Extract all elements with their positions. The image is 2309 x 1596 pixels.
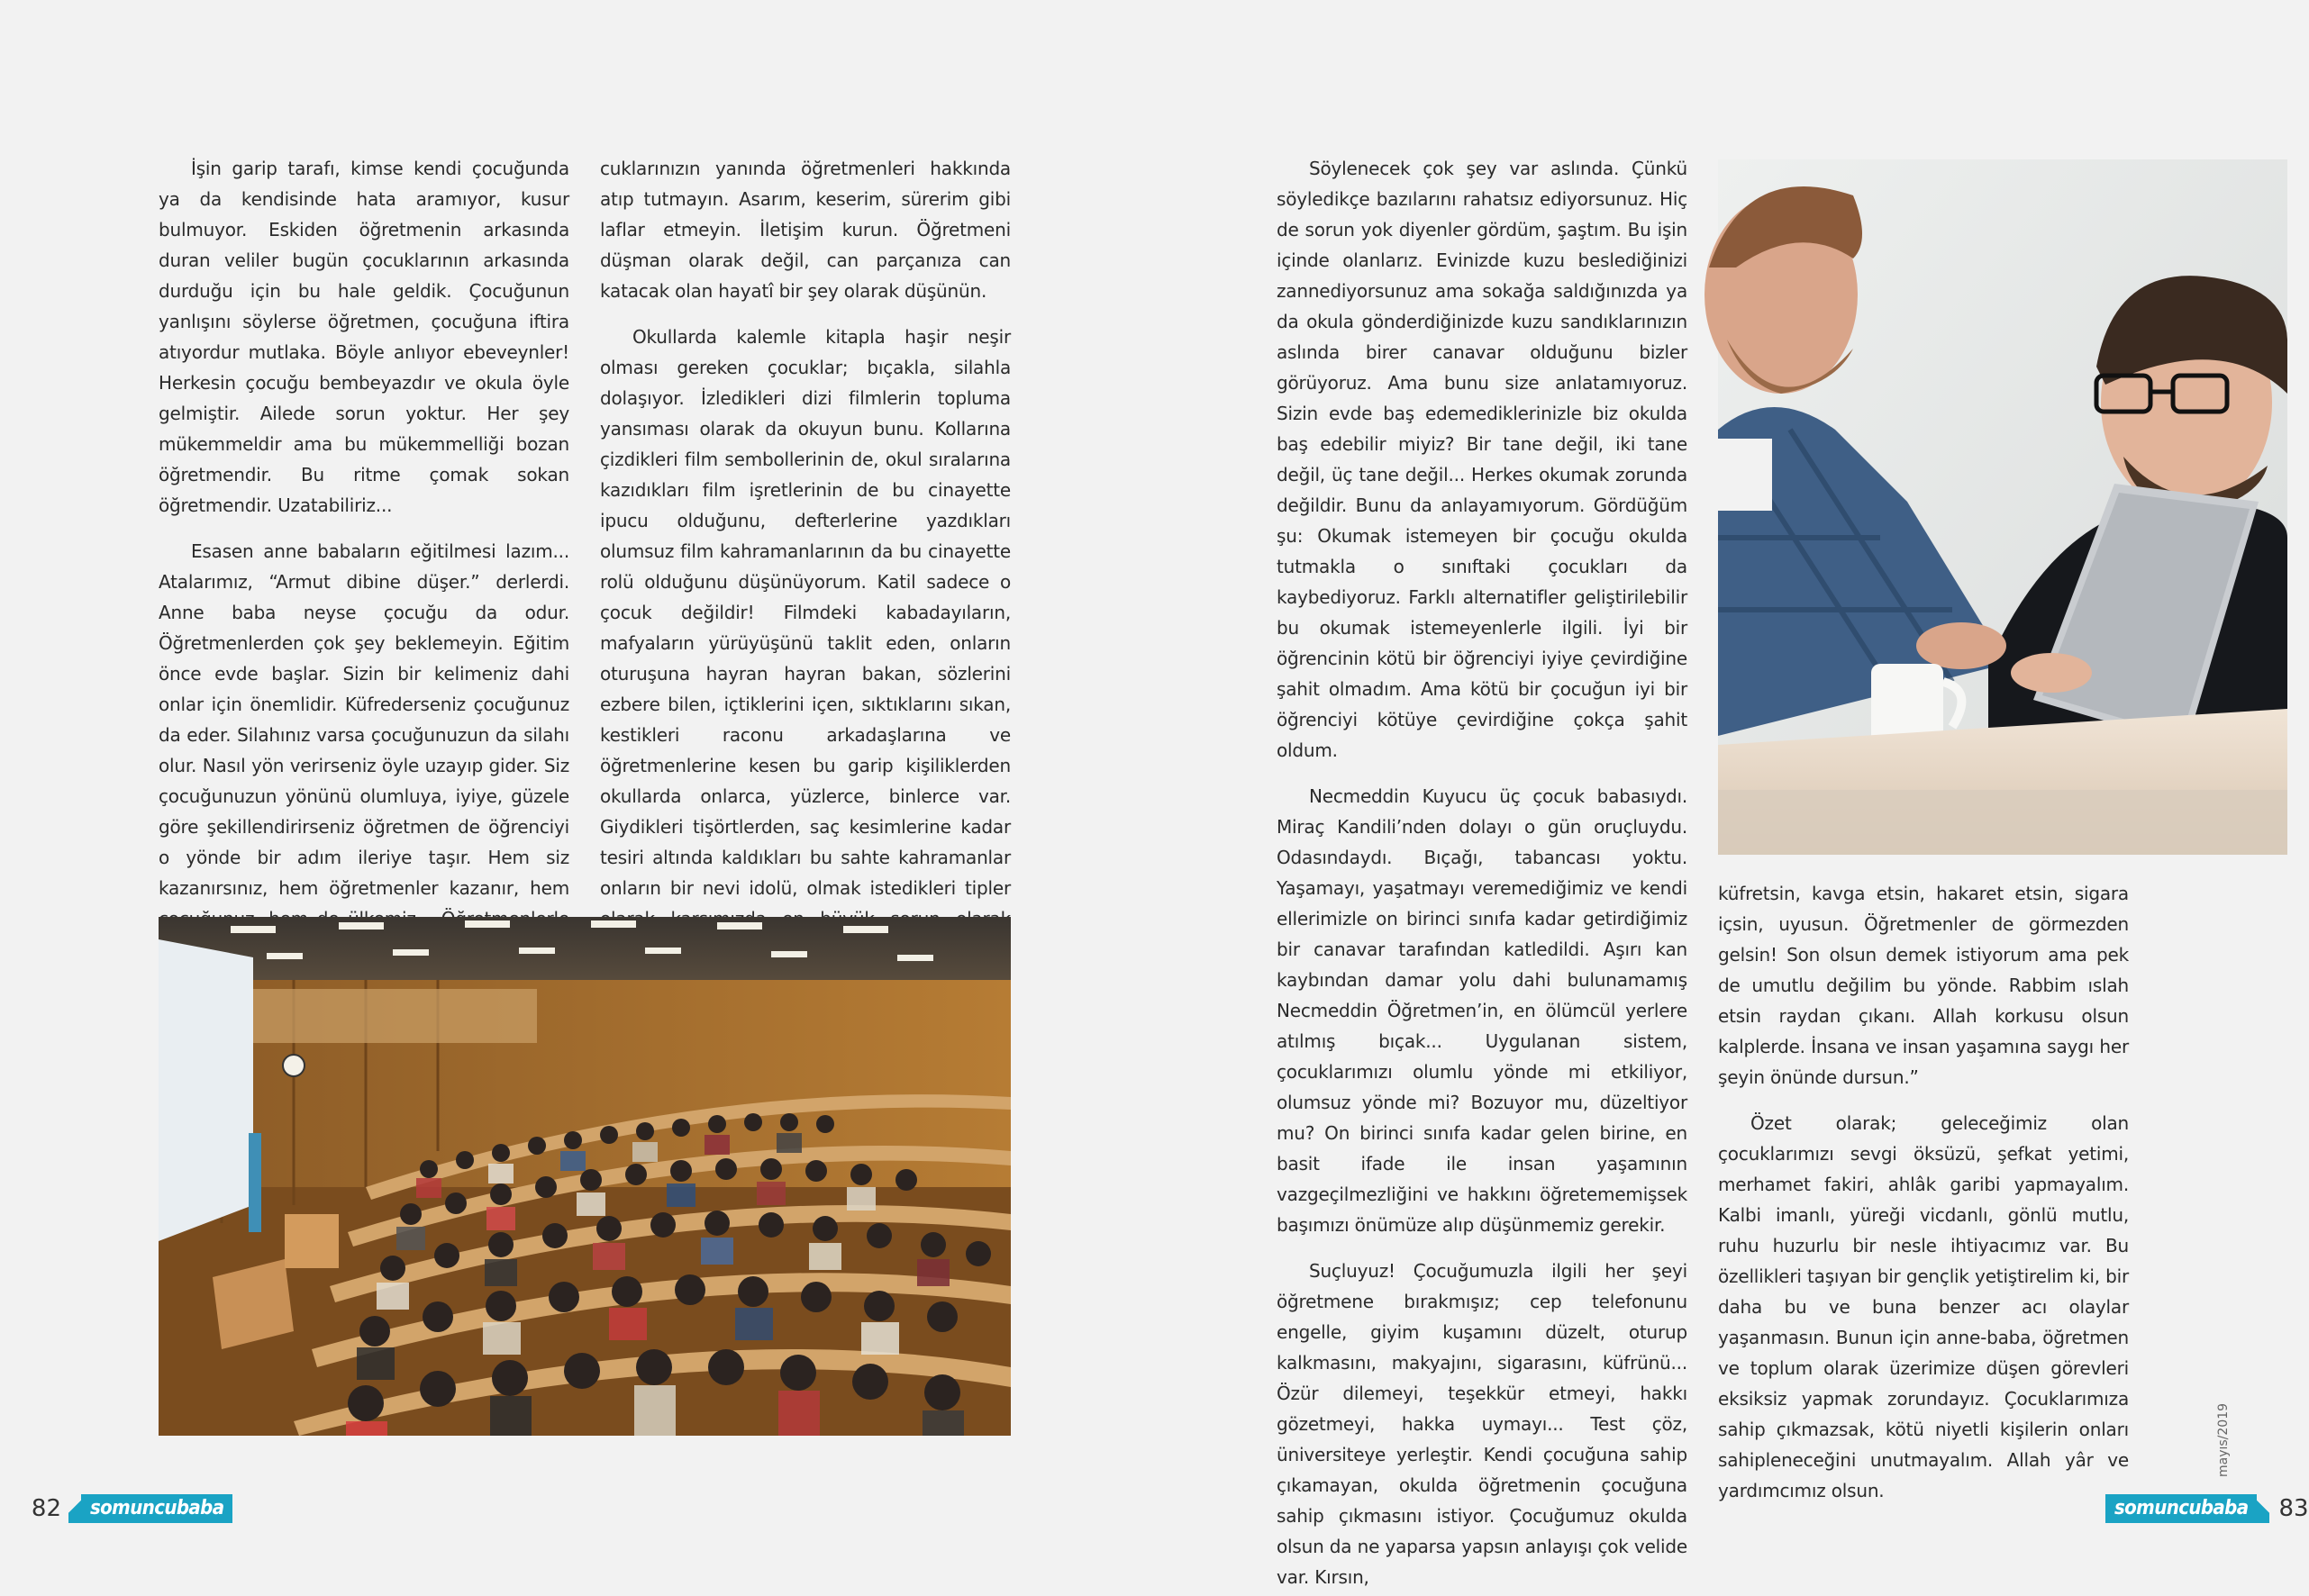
meeting-illustration — [1718, 159, 2287, 855]
paragraph: Suçluyuz! Çocuğumuzla ilgili her şeyi öğretmene bırakmışız; cep telefonunu engelle, giyim kuşamını düzelt, oturup kalkmasını, makyajını, sigarasını, küfrünü... Özür dilemeyi, teşekkür etmeyi, hakkı gözetmeyi, hakka uymayı... Test çöz, üniversiteye yerleştir. Kendi çocuğuna sahip çıkamayan, okulda öğretmenin çocuğuna sahip çıkmasını istiyor. Çocuğumuz okulda olsun da ne yaparsa yapsın anlayışı çok velide var. Kırsın, — [1277, 1260, 1687, 1588]
left-column-1 — [159, 153, 569, 965]
two-men-laptop-photo — [1718, 159, 2287, 855]
paragraph: İşin garip tarafı, kimse kendi çocuğunda ya da kendisinde hata aramıyor, kusur bulmuyor. Eskiden öğretmenin arkasında duran veliler bugün çocuklarının arkasında durduğu için bu hale geldik. Çocuğunun yanlışını söylerse öğretmen, çocuğuna iftira atıyordur mutlaka. Böyle anlıyor ebeveynler! Herkesin çocuğu bembeyazdır ve okula öyle gelmiştir. Ailede sorun yoktur. Her şey mükemmeldir ama bu mükemmelliği bozan öğretmendir. Bu ritme çomak sokan öğretmendir. Uzatabiliriz... — [159, 158, 569, 516]
paragraph: cuklarınızın yanında öğretmenleri hakkında atıp tutmayın. Asarım, keserim, sürerim gibi laflar etmeyin. İletişim kurun. Öğretmeni düşman olarak değil, can parçanıza can katacak olan hayatî bir şey olarak düşünün. — [600, 158, 1011, 302]
paragraph: Söylenecek çok şey var aslında. Çünkü söyledikçe bazılarını rahatsız ediyorsunuz. Hiç de sorun yok diyenler gördüm, şaştım. Bu işin içinde olanlarız. Evinizde kuzu beslediğinizi zannediyorsunuz ama sokağa saldığınızda ya da okula gönderdiğinizde kuzu sandıklarınızın aslında birer canavar olduğunu bizler görüyoruz. Ama bunu size anlatamıyoruz. Sizin evde baş edemediklerinizle biz okulda baş edebilir miyiz? Bir tane değil, iki tane değil, üç tane değil... Herkes okumak zorunda değildir. Bunu da anlayamıyorum. Gördüğüm şu: Okumak istemeyen bir çocuğu okulda tutmakla o sınıftaki çocukları da kaybediyoruz. Farklı alternatifler geliştirilebilir bu okumak istemeyenlerle ilgili. İyi bir öğrencinin kötü bir öğrenciyi iyiye çevirdiğine şahit olmadım. Ama kötü bir çocuğun iyi bir öğrenciyi kötüye çevirdiğine çokça şahit oldum. — [1277, 158, 1687, 761]
left-folio — [0, 1491, 232, 1527]
paragraph: Özet olarak; geleceğimiz olan çocuklarımızı sevgi öksüzü, şefkat yetimi, merhamet fakiri, ahlâk garibi yapmayalım. Kalbi imanlı, yüreği vicdanlı, gönlü mutlu, ruhu huzurlu bir nesle ihtiyacımız var. Bu özellikleri taşıyan bir gençlik yetiştirelim ki, bir daha bu ve buna benzer acı olaylar yaşanmasın. Bunun için anne-baba, öğretmen ve toplum olarak üzerimize düşen görevleri eksiksiz yapmak zorundayız. Çocuklarımıza sahip çıkmazsak, kötü niyetli kişilerin onları sahipleneceğini unutmayalım. Allah yâr ve yardımcımız olsun. — [1718, 1112, 2129, 1501]
paragraph: Necmeddin Kuyucu üç çocuk babasıydı. Miraç Kandili’nden dolayı o gün oruçluydu. Odasındaydı. Bıçağı, tabancası yoktu. Yaşamayı, yaşatmayı veremediğimiz ve kendi ellerimizle on birinci sınıfa kadar getirdiğimiz bir canavar tarafından katledildi. Aşırı kan kaybından damar yolu dahi bulunamamış Necmeddin Öğretmen’in, en ölümcül yerlere atılmış bıçak... Uygulanan sistem, çocuklarımızı olumlu yönde mi etkiliyor, olumsuz yönde mi? Bozuyor mu, düzeltiyor mu? On birinci sınıfa kadar gelen birine, en basit ifade ile insan yaşamının vazgeçilmezliğini ve hakkını öğretememişsek başımızı önümüze alıp düşünmemiz gerekir. — [1277, 785, 1687, 1236]
divider — [68, 1494, 81, 1523]
divider — [2257, 1494, 2269, 1523]
lecture-hall-photo — [159, 917, 1011, 1436]
right-column-2 — [1718, 878, 2129, 1506]
paragraph: Esasen anne babaların eğitilmesi lazım... Atalarımız, “Armut dibine düşer.” derlerdi. Anne baba neyse çocuğu da odur. Öğretmenlerden çok şey beklemeyin. Eğitim önce evde başlar. Sizin bir kelimeniz dahi onlar için önemlidir. Küfrederseniz çocuğunuz da eder. Silahınız varsa çocuğunuzun da silahı olur. Nasıl yön verirseniz öyle uzayıp gider. Siz çocuğunuzun yönünü olumluya, iyiye, güzele göre şekillendirirseniz öğretmen de öğrenciyi o yönde bir adım ileriye taşır. Hem siz kazanırsınız, hem öğretmenler kazanır, hem — [159, 540, 569, 899]
right-folio — [2105, 1491, 2309, 1527]
brand-logo: somuncubaba — [2105, 1494, 2257, 1523]
page-number: 82 — [31, 1495, 61, 1522]
issue-date: mayıs/2019 — [2216, 1402, 2231, 1477]
paragraph: Okullarda kalemle kitapla haşir neşir olması gereken çocuklar; bıçakla, silahla dolaşıyor. İzledikleri dizi filmlerin topluma yansıması olarak da okuyun bunu. Kollarına çizdikleri film sembollerinin de, okul sıralarına kazıdıkları film işretlerinin de bu cinayette ipucu olduğunu, defterlerine yazdıkları olumsuz film kahramanlarının da bu cinayette rolü olduğunu düşünüyorum. Katil sadece o çocuk değildir! Filmdeki kabadayıların, mafyaların yürüyüşünü taklit eden, onların oturuşuna hayran hayran bakan, sözlerini ezbere bilen, içtiklerini içen, sıktıklarını sıkan, kestikleri raconu arkadaşlarına ve öğretmenlerine kesen bu garip kişiliklerden okullarda onlarca, yüzlerce, binlerce var. Giydikleri tişörtlerden, saç kesimlerine kadar tesiri altında kaldıkları bu sahte kahramanlar onların bir nevi idolü, olmak istedikleri tipler — [600, 326, 1011, 899]
right-column-1 — [1277, 153, 1687, 1592]
lecture-hall-illustration — [159, 917, 1011, 1436]
left-column-2 — [600, 153, 1011, 965]
page-number: 83 — [2278, 1495, 2309, 1522]
brand-logo: somuncubaba — [81, 1494, 232, 1523]
paragraph: küfretsin, kavga etsin, hakaret etsin, sigara içsin, uyusun. Öğretmenler de görmezden gelsin! Son olsun demek istiyorum ama pek de umutlu değilim bu yönde. Rabbim ıslah etsin raydan çıkanı. Allah korkusu olsun kalplerde. İnsana ve insan yaşamına saygı her şeyin önünde dursun.” — [1718, 883, 2129, 1088]
